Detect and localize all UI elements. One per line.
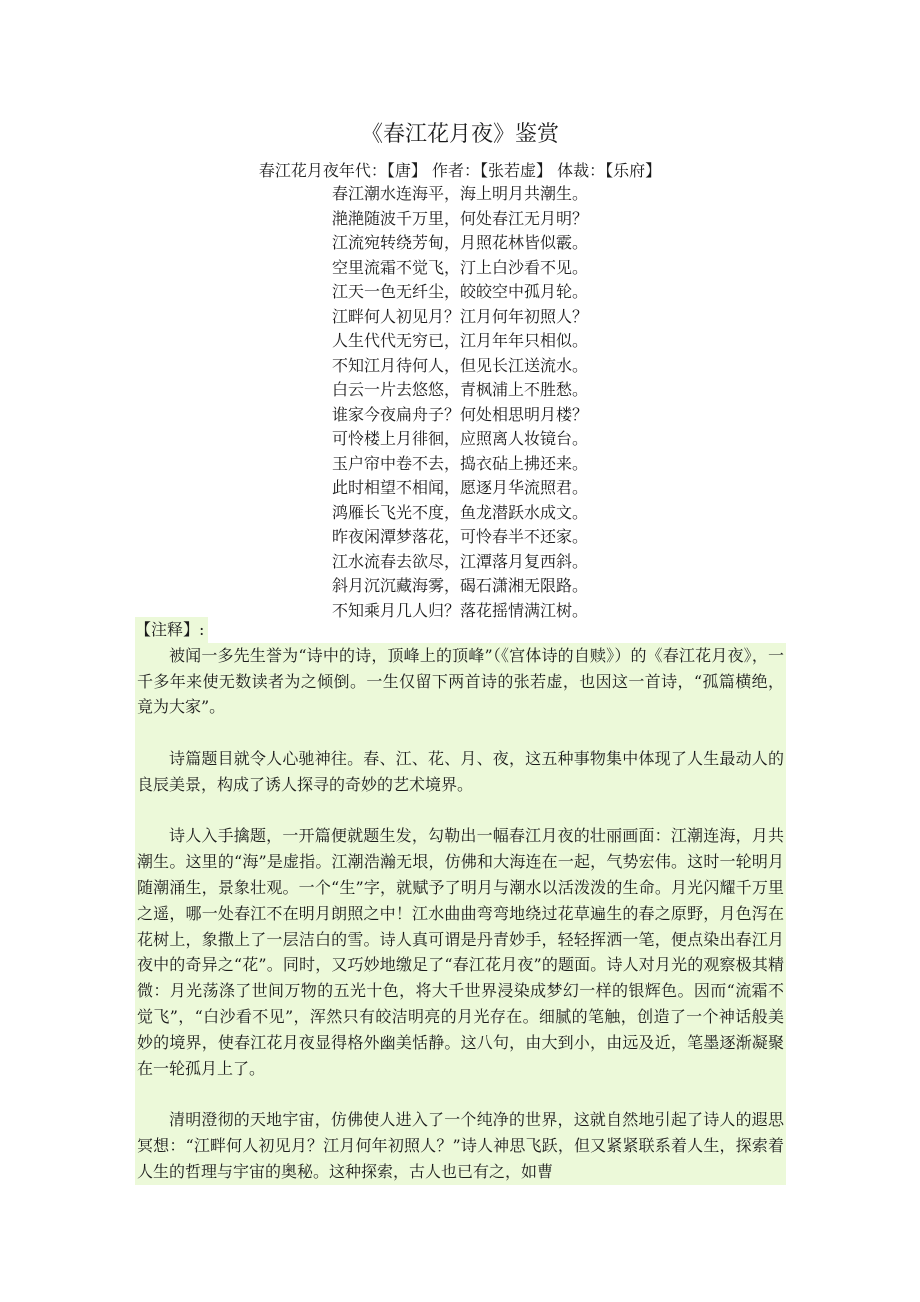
poem-line: 江畔何人初见月？江月何年初照人？: [331, 306, 588, 326]
paragraph-spacer: [135, 1081, 786, 1107]
notes-paragraph: 被闻一多先生誉为“诗中的诗，顶峰上的顶峰”（《宫体诗的自赎》）的《春江花月夜》，一千多年来使无数读者为之倾倒。一生仅留下两首诗的张若虚，也因这一首诗，“孤篇横绝，竟为大家”。: [135, 643, 786, 720]
page-title: 《春江花月夜》鉴赏: [360, 122, 559, 147]
paragraph-spacer: [135, 720, 786, 746]
notes-heading: 【注释】:: [135, 617, 208, 643]
notes-heading-row: [135, 617, 786, 643]
poem-line: 滟滟随波千万里，何处春江无月明？: [331, 208, 588, 228]
poem-line: 不知乘月几人归？落花摇情满江树。: [331, 600, 588, 620]
poem-line: 春江潮水连海平，海上明月共潮生。: [331, 184, 588, 203]
poem-metadata: [0, 159, 920, 183]
notes-paragraph: 诗篇题目就令人心驰神往。春、江、花、月、夜，这五种事物集中体现了人生最动人的良辰美景，构成了诱人探寻的奇妙的艺术境界。: [135, 746, 786, 798]
author-label: 作者：【张若虚】: [431, 161, 552, 180]
notes-section: [135, 617, 786, 1185]
poem-line: 不知江月待何人，但见长江送流水。: [331, 355, 588, 375]
poem-line: 江天一色无纤尘，皎皎空中孤月轮。: [331, 282, 588, 301]
poem-line: 昨夜闲潭梦落花，可怜春半不还家。: [331, 527, 588, 546]
notes-paragraph: 清明澄彻的天地宇宙，仿佛使人进入了一个纯净的世界，这就自然地引起了诗人的遐思冥想：“江畔何人初见月？江月何年初照人？”诗人神思飞跃，但又紧紧联系着人生，探索着人生的哲理与宇宙的奥秘。这种探索，古人也已有之，如曹: [135, 1107, 786, 1184]
poem-line: 江流宛转绕芳甸，月照花林皆似霰。: [331, 233, 588, 252]
genre-label: 体裁：【乐府】: [557, 161, 662, 180]
poem-line: 江水流春去欲尽，江潭落月复西斜。: [331, 551, 588, 571]
poem-line: 空里流霜不觉飞，汀上白沙看不见。: [331, 257, 588, 277]
notes-paragraph: 诗人入手擒题，一开篇便就题生发，勾勒出一幅春江月夜的壮丽画面：江潮连海，月共潮生。这里的“海”是虚指。江潮浩瀚无垠，仿佛和大海连在一起，气势宏伟。这时一轮明月随潮涌生，景象壮观。一个“生”字，就赋予了明月与潮水以活泼泼的生命。月光闪耀千万里之遥，哪一处春江不在明月朗照之中！江水曲曲弯弯地绕过花草遍生的春之原野，月色泻在花树上，象撒上了一层洁白的雪。诗人真可谓是丹青妙手，轻轻挥洒一笔，便点染出春江月夜中的奇异之“花”。同时，又巧妙地缴足了“春江花月夜”的题面。诗人对月光的观察极其精微：月光荡涤了世间万物的五光十色，将大千世界浸染成梦幻一样的银辉色。因而“流霜不觉飞”，“白沙看不见”，浑然只有皎洁明亮的月光存在。细腻的笔触，创造了一个神话般美妙的境界，使春江花月夜显得格外幽美恬静。这八句，由大到小，由远及近，笔墨逐渐凝聚在一轮孤月上了。: [135, 823, 786, 1081]
poem-line: 斜月沉沉藏海雾，碣石潇湘无限路。: [331, 576, 588, 595]
paragraph-spacer: [135, 798, 786, 824]
poem-line: 人生代代无穷已，江月年年只相似。: [331, 331, 588, 350]
poem-line: 谁家今夜扁舟子？何处相思明月楼？: [331, 404, 588, 424]
era-label: 春江花月夜年代：【唐】: [258, 161, 427, 180]
poem-line: 鸿雁长飞光不度，鱼龙潜跃水成文。: [331, 502, 588, 522]
poem-line: 白云一片去悠悠，青枫浦上不胜愁。: [331, 380, 588, 399]
poem-line: 此时相望不相闻，愿逐月华流照君。: [331, 478, 588, 497]
poem-body: [0, 182, 920, 623]
poem-line: 玉户帘中卷不去，捣衣砧上拂还来。: [331, 453, 588, 473]
poem-line: 可怜楼上月徘徊，应照离人妆镜台。: [331, 429, 588, 448]
